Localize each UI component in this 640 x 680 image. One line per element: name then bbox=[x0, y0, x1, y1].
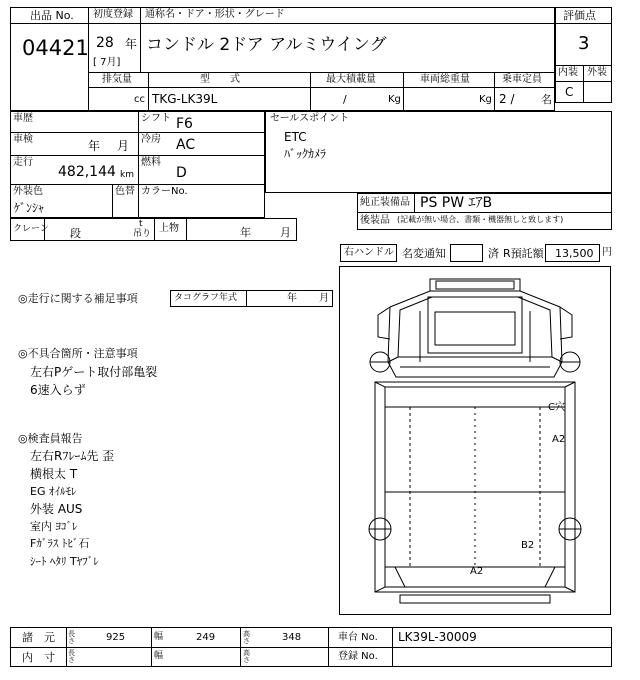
mileage-value: 482,144 bbox=[58, 164, 116, 180]
upper-month: 月 bbox=[280, 226, 291, 239]
ac-value: AC bbox=[176, 137, 196, 153]
divider bbox=[140, 7, 141, 24]
mileage-unit: km bbox=[120, 170, 134, 180]
crane-steps: 段 bbox=[70, 227, 81, 240]
exterior-label: 外装 bbox=[587, 67, 607, 78]
divider bbox=[154, 218, 155, 241]
cc-unit: cc bbox=[134, 94, 145, 105]
tachograph-month: 月 bbox=[319, 293, 329, 304]
divider bbox=[88, 72, 555, 73]
registration-label: 登録 No. bbox=[338, 651, 378, 662]
defects-title: ◎不具合箇所・注意事項 bbox=[18, 347, 138, 360]
divider bbox=[494, 72, 495, 111]
inspector-item: ｼｰﾄ ﾍﾀﾘ Tﾔﾌﾞﾚ bbox=[30, 555, 99, 568]
divider bbox=[328, 627, 329, 667]
rhd-label: 右ハンドル bbox=[344, 247, 394, 258]
max-load-label: 最大積載量 bbox=[326, 74, 376, 85]
divider bbox=[246, 290, 247, 307]
name-change-label: 名変通知 bbox=[402, 247, 446, 260]
crane-label: クレーン bbox=[13, 224, 49, 234]
color-no-label: カラーNo. bbox=[141, 186, 188, 197]
shift-value: F6 bbox=[176, 116, 193, 132]
divider bbox=[140, 24, 141, 72]
inspector-item: 外装 AUS bbox=[30, 502, 83, 516]
mileage-label: 走行 bbox=[13, 157, 33, 168]
damage-mark: A2 bbox=[552, 434, 566, 445]
crane-suspend: 吊り bbox=[133, 229, 152, 239]
divider bbox=[88, 87, 555, 88]
aftermarket-label: 後装品 bbox=[360, 215, 390, 226]
model-label: 型 式 bbox=[200, 74, 240, 85]
defect-item: 左右Pゲート取付部亀裂 bbox=[30, 365, 158, 379]
divider bbox=[583, 65, 584, 103]
internal-dims-label: 内 寸 bbox=[22, 651, 55, 664]
divider bbox=[555, 23, 612, 24]
divider bbox=[88, 23, 555, 24]
divider bbox=[148, 72, 149, 111]
damage-mark: A2 bbox=[470, 566, 484, 577]
ac-label: 冷房 bbox=[141, 134, 161, 145]
inspector-item: 室内 ﾖｺﾞﾚ bbox=[30, 520, 78, 533]
tachograph-year: 年 bbox=[287, 293, 297, 304]
divider bbox=[88, 72, 89, 111]
inspector-item: 左右Rﾌﾚｰﾑ先 歪 bbox=[30, 449, 115, 463]
interior-label: 内装 bbox=[558, 67, 578, 78]
divider bbox=[392, 627, 393, 667]
first-reg-year: 28 bbox=[96, 35, 114, 51]
recycle-label: R預託額 bbox=[503, 247, 544, 260]
crane-tons-unit: t bbox=[139, 219, 143, 229]
inspection-year: 年 bbox=[88, 139, 101, 153]
rear-bumper bbox=[400, 595, 550, 603]
kg-unit-2: Kg bbox=[479, 94, 492, 105]
inspector-title: ◎検査員報告 bbox=[18, 432, 83, 445]
history-label: 車歴 bbox=[13, 113, 33, 124]
first-reg-label: 初度登録 bbox=[93, 9, 133, 20]
recycle-amount: 13,500 bbox=[555, 247, 594, 260]
inspector-item: EG ｵｲﾙﾓﾚ bbox=[30, 485, 77, 498]
height-label-2: 高さ bbox=[243, 649, 250, 664]
divider bbox=[138, 111, 139, 189]
sales-point-item: ﾊﾞｯｸｶﾒﾗ bbox=[284, 147, 327, 161]
divider bbox=[66, 627, 67, 667]
driving-notes-title: ◎走行に関する補足事項 bbox=[18, 292, 138, 305]
height-label: 高さ bbox=[243, 630, 250, 645]
height-value: 348 bbox=[282, 632, 302, 643]
sales-point-item: ETC bbox=[284, 130, 307, 144]
length-value: 925 bbox=[106, 632, 126, 643]
shift-label: シフト bbox=[141, 113, 171, 124]
fuel-label: 燃料 bbox=[141, 157, 161, 168]
max-load-sep: / bbox=[343, 93, 347, 106]
chassis-label: 車台 No. bbox=[338, 632, 378, 643]
displacement-label: 排気量 bbox=[102, 74, 132, 85]
name-change-box bbox=[450, 244, 483, 262]
yen-unit: 円 bbox=[602, 247, 612, 258]
ext-color-label: 外装色 bbox=[13, 186, 43, 197]
divider bbox=[10, 155, 265, 156]
interior-score: C bbox=[565, 85, 574, 99]
color-change-label: 色替 bbox=[115, 186, 135, 197]
divider bbox=[151, 627, 152, 667]
name-label: 通称名・ドア・形状・グレード bbox=[145, 9, 285, 20]
car-name: コンドル 2ドア アルミウイング bbox=[146, 35, 387, 55]
genuine-value: PS PW ｴｱB bbox=[420, 195, 493, 211]
truck-diagram bbox=[340, 267, 610, 614]
damage-mark: C穴 bbox=[548, 402, 565, 413]
width-value: 249 bbox=[196, 632, 216, 643]
upper-label: 上物 bbox=[159, 223, 179, 234]
sales-points-label: セールスポイント bbox=[270, 113, 350, 124]
capacity-label: 乗車定員 bbox=[502, 74, 542, 85]
kg-unit: Kg bbox=[388, 94, 401, 105]
divider bbox=[357, 212, 612, 213]
divider bbox=[555, 81, 612, 82]
recycle-prefix: 済 bbox=[488, 247, 499, 260]
divider bbox=[10, 132, 265, 133]
divider bbox=[310, 72, 311, 111]
dims-label: 諸 元 bbox=[22, 631, 55, 644]
defect-item: 6速入らず bbox=[30, 383, 86, 397]
lot-no-label: 出品 No. bbox=[30, 9, 74, 22]
inspection-month: 月 bbox=[117, 139, 130, 153]
aftermarket-note: (記載が無い場合、書類・機器無しと致します) bbox=[397, 215, 564, 224]
chassis-value: LK39L-30009 bbox=[398, 630, 477, 644]
divider bbox=[138, 184, 139, 218]
upper-year: 年 bbox=[240, 226, 251, 239]
inspector-item: Fｶﾞﾗｽ ﾄﾋﾞ石 bbox=[30, 537, 90, 550]
model-value: TKG-LK39L bbox=[152, 92, 218, 106]
divider bbox=[240, 627, 241, 667]
ext-color-value: ｹﾞﾝｼｬ bbox=[14, 201, 45, 215]
score: 3 bbox=[578, 33, 590, 54]
length-label-2: 長さ bbox=[68, 649, 75, 664]
length-label: 長さ bbox=[68, 630, 75, 645]
year-unit: 年 bbox=[125, 37, 138, 51]
divider bbox=[186, 218, 187, 241]
divider bbox=[112, 184, 113, 218]
inspector-item: 横根太 T bbox=[30, 467, 78, 481]
genuine-label: 純正装備品 bbox=[360, 197, 410, 208]
capacity-value: 2 / bbox=[499, 92, 515, 106]
divider bbox=[414, 193, 415, 212]
divider bbox=[403, 72, 404, 111]
divider bbox=[10, 23, 88, 24]
divider bbox=[10, 647, 612, 648]
damage-mark: B2 bbox=[521, 540, 535, 551]
width-label: 幅 bbox=[154, 632, 164, 642]
width-label-2: 幅 bbox=[154, 651, 164, 661]
inspection-label: 車検 bbox=[13, 134, 33, 145]
capacity-unit: 名 bbox=[541, 93, 552, 106]
first-reg-month: [ 7月] bbox=[93, 57, 121, 68]
gross-weight-label: 車両総重量 bbox=[420, 74, 470, 85]
fuel-value: D bbox=[176, 165, 187, 181]
tachograph-label: タコグラフ年式 bbox=[174, 293, 238, 303]
score-label: 評価点 bbox=[563, 9, 596, 22]
lot-no: 04421 bbox=[22, 36, 89, 60]
